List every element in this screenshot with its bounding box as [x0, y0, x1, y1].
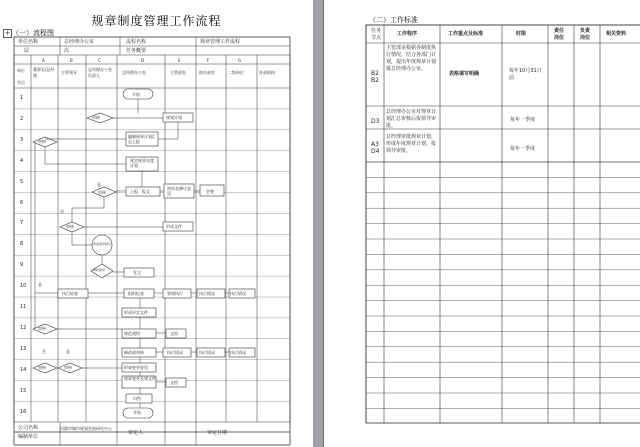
- row-number: 7: [20, 220, 24, 227]
- flow-review-7: 审核: [64, 365, 72, 370]
- level-label: 层: [24, 48, 30, 54]
- std-header-resp: 责任岗位: [554, 28, 565, 41]
- flow-n16: 归档: [133, 396, 141, 401]
- flow-n10-a: 组织检查: [128, 291, 144, 296]
- std-row1-time: 每年10月31日前: [509, 68, 542, 81]
- std-row1-node: B2 B2: [371, 70, 379, 84]
- flow-n12: 规范建档: [124, 331, 140, 336]
- header-related: 相关部室: [199, 70, 215, 75]
- std-row3-time: 每年一季度: [510, 146, 536, 152]
- flow-n5-plan: 规定规章年度计划: [130, 158, 154, 168]
- flow-n6-draft: 初审及修订意见: [167, 186, 191, 196]
- process-value: 规章管理工作流程: [200, 39, 241, 45]
- std-row3-node: A3 D4: [371, 141, 380, 155]
- std-row2-node: D3: [371, 118, 380, 125]
- col-letter-c: C: [98, 58, 101, 63]
- std-header-related: 相关资料: [606, 31, 627, 37]
- row-number: 2: [20, 115, 24, 122]
- left-document-page: [0, 0, 313, 447]
- row-number: 12: [20, 324, 27, 331]
- col-letter-b: B: [70, 58, 73, 63]
- flow-n10-d: 执行情况: [230, 291, 246, 296]
- std-row2-time: 每年一季度: [510, 117, 536, 123]
- flowchart-section-heading: （一）流程图: [12, 29, 54, 37]
- flow-yes-2: 是: [38, 282, 42, 287]
- flow-yes-1: 是: [97, 182, 101, 187]
- header-leader: 主管领导: [61, 70, 77, 75]
- flow-review-1: 审核: [92, 115, 100, 120]
- header-dept: 主管部室: [170, 70, 186, 75]
- row-number: 1: [20, 95, 24, 101]
- right-document-page: [323, 0, 640, 447]
- flow-review-6: 审核: [38, 365, 46, 370]
- row-number: 16: [20, 408, 27, 415]
- header-sub-unit: 二级单位: [228, 70, 244, 75]
- flow-no-2: 否: [42, 349, 46, 354]
- row-number: 3: [20, 136, 24, 143]
- std-header-procedure: 工作程序: [397, 31, 418, 37]
- std-header-standard: 工作重点及标准: [448, 31, 484, 37]
- process-label: 流程名称: [126, 39, 147, 45]
- footer-company-value: 河源市城市规划发展研究中心: [60, 426, 112, 431]
- std-header-charge: 负责岗位: [580, 28, 591, 41]
- flow-n7-issue: 形成文件: [166, 224, 182, 229]
- std-row3-procedure: 总经理审批规章计划，形成年度规章计划，报领导审批。: [386, 134, 437, 154]
- flow-n9-diamond: 审核领导: [93, 268, 106, 272]
- flow-n14: 形成变更意见: [124, 365, 148, 370]
- flow-n10-b: 管理执行: [167, 291, 183, 296]
- std-header-node: 任务节点: [370, 28, 381, 41]
- flow-n3-compile: 编制规章计划汇总上报: [128, 134, 156, 144]
- row-number: 5: [20, 178, 24, 185]
- flow-n6-submit: 上报、报文: [130, 189, 150, 194]
- flow-yes-3: 是: [66, 349, 70, 354]
- row-number: 15: [20, 387, 27, 394]
- flow-start-label: 开始: [132, 92, 140, 97]
- flow-no-1: 否: [60, 209, 64, 214]
- flow-n8-diamond: 审查领导批示: [93, 242, 112, 246]
- row-number: 13: [20, 345, 27, 352]
- flow-end-label: 开始: [133, 410, 141, 415]
- company-label: 单位名称: [18, 39, 39, 45]
- unit-label: 单位: [17, 68, 25, 73]
- row-number: 8: [20, 241, 24, 248]
- node-label: 节点: [17, 80, 25, 85]
- col-letter-a: A: [42, 58, 45, 63]
- std-row1-standard: 表格填写明确: [449, 71, 480, 77]
- header-office-head: 总经理办公室负责人: [88, 67, 112, 78]
- row-number: 6: [20, 199, 24, 206]
- col-letter-f: F: [207, 58, 210, 63]
- flow-n13-c: 执行情况: [199, 350, 215, 355]
- company-value: 总经理办公室: [64, 39, 95, 45]
- standards-section-heading: （二）工作标准: [369, 16, 418, 24]
- footer-company-label: 公司名称: [18, 425, 39, 431]
- flow-n10-c: 执行情况: [199, 291, 215, 296]
- col-letter-d: D: [141, 58, 145, 63]
- flow-review-5: 审核: [38, 326, 46, 331]
- flow-n15: 规章变更及建文件: [124, 376, 156, 381]
- footer-approve-label: 审定人: [128, 430, 144, 436]
- header-external: 外部机构: [259, 70, 275, 75]
- flow-n2-dept: 规划计划: [166, 115, 182, 120]
- std-row1-procedure: 主管部室根据各制度执行情况，结合各部门计划，提出年度规章计划报总经理办公室。: [386, 45, 437, 72]
- standards-outer-border: [366, 25, 640, 423]
- flow-n10-exec: 执行检查: [62, 291, 78, 296]
- row-number: 4: [20, 157, 24, 164]
- flow-n11: 形成评定文件: [124, 310, 148, 315]
- expand-table-icon[interactable]: +: [4, 29, 11, 37]
- standards-table-grid: [324, 0, 640, 447]
- footer-dept-label: 编制单位: [18, 434, 39, 440]
- level-value: 次: [64, 48, 70, 54]
- row-number: 14: [20, 366, 27, 373]
- std-header-time: 时限: [516, 31, 527, 37]
- std-row2-procedure: 总经理办公室对规章计划汇总审核后报领导审批。: [386, 109, 437, 129]
- footer-date-label: 审定日期: [207, 430, 228, 436]
- flow-n15-b: 文档: [170, 380, 178, 385]
- flow-n6-meeting: 会签: [206, 189, 214, 194]
- col-letter-g: G: [238, 58, 242, 63]
- flow-review-4: 审核: [66, 224, 74, 229]
- flow-review-3: 审核: [98, 190, 106, 195]
- task-label: 任务概要: [126, 48, 147, 54]
- row-number: 11: [20, 304, 27, 310]
- flow-n12-b: 文档: [170, 331, 178, 336]
- header-office: 总经理办公室: [122, 70, 146, 75]
- col-letter-e: E: [178, 58, 181, 63]
- row-number: 10: [20, 283, 27, 290]
- flow-n9-text: 发文: [133, 270, 141, 275]
- header-chairman: 董事长/总经理: [33, 67, 55, 78]
- flow-review-2: 审核: [38, 139, 46, 144]
- flow-n13-d: 执行情况: [230, 350, 246, 355]
- page-gutter: [313, 0, 323, 447]
- document-title: 规章制度管理工作流程: [91, 14, 222, 28]
- row-number: 9: [20, 262, 24, 269]
- flow-n13-b: 执行情况: [167, 350, 183, 355]
- flow-review-diamond: [87, 113, 113, 123]
- flow-n13: 修改或审核: [124, 350, 144, 355]
